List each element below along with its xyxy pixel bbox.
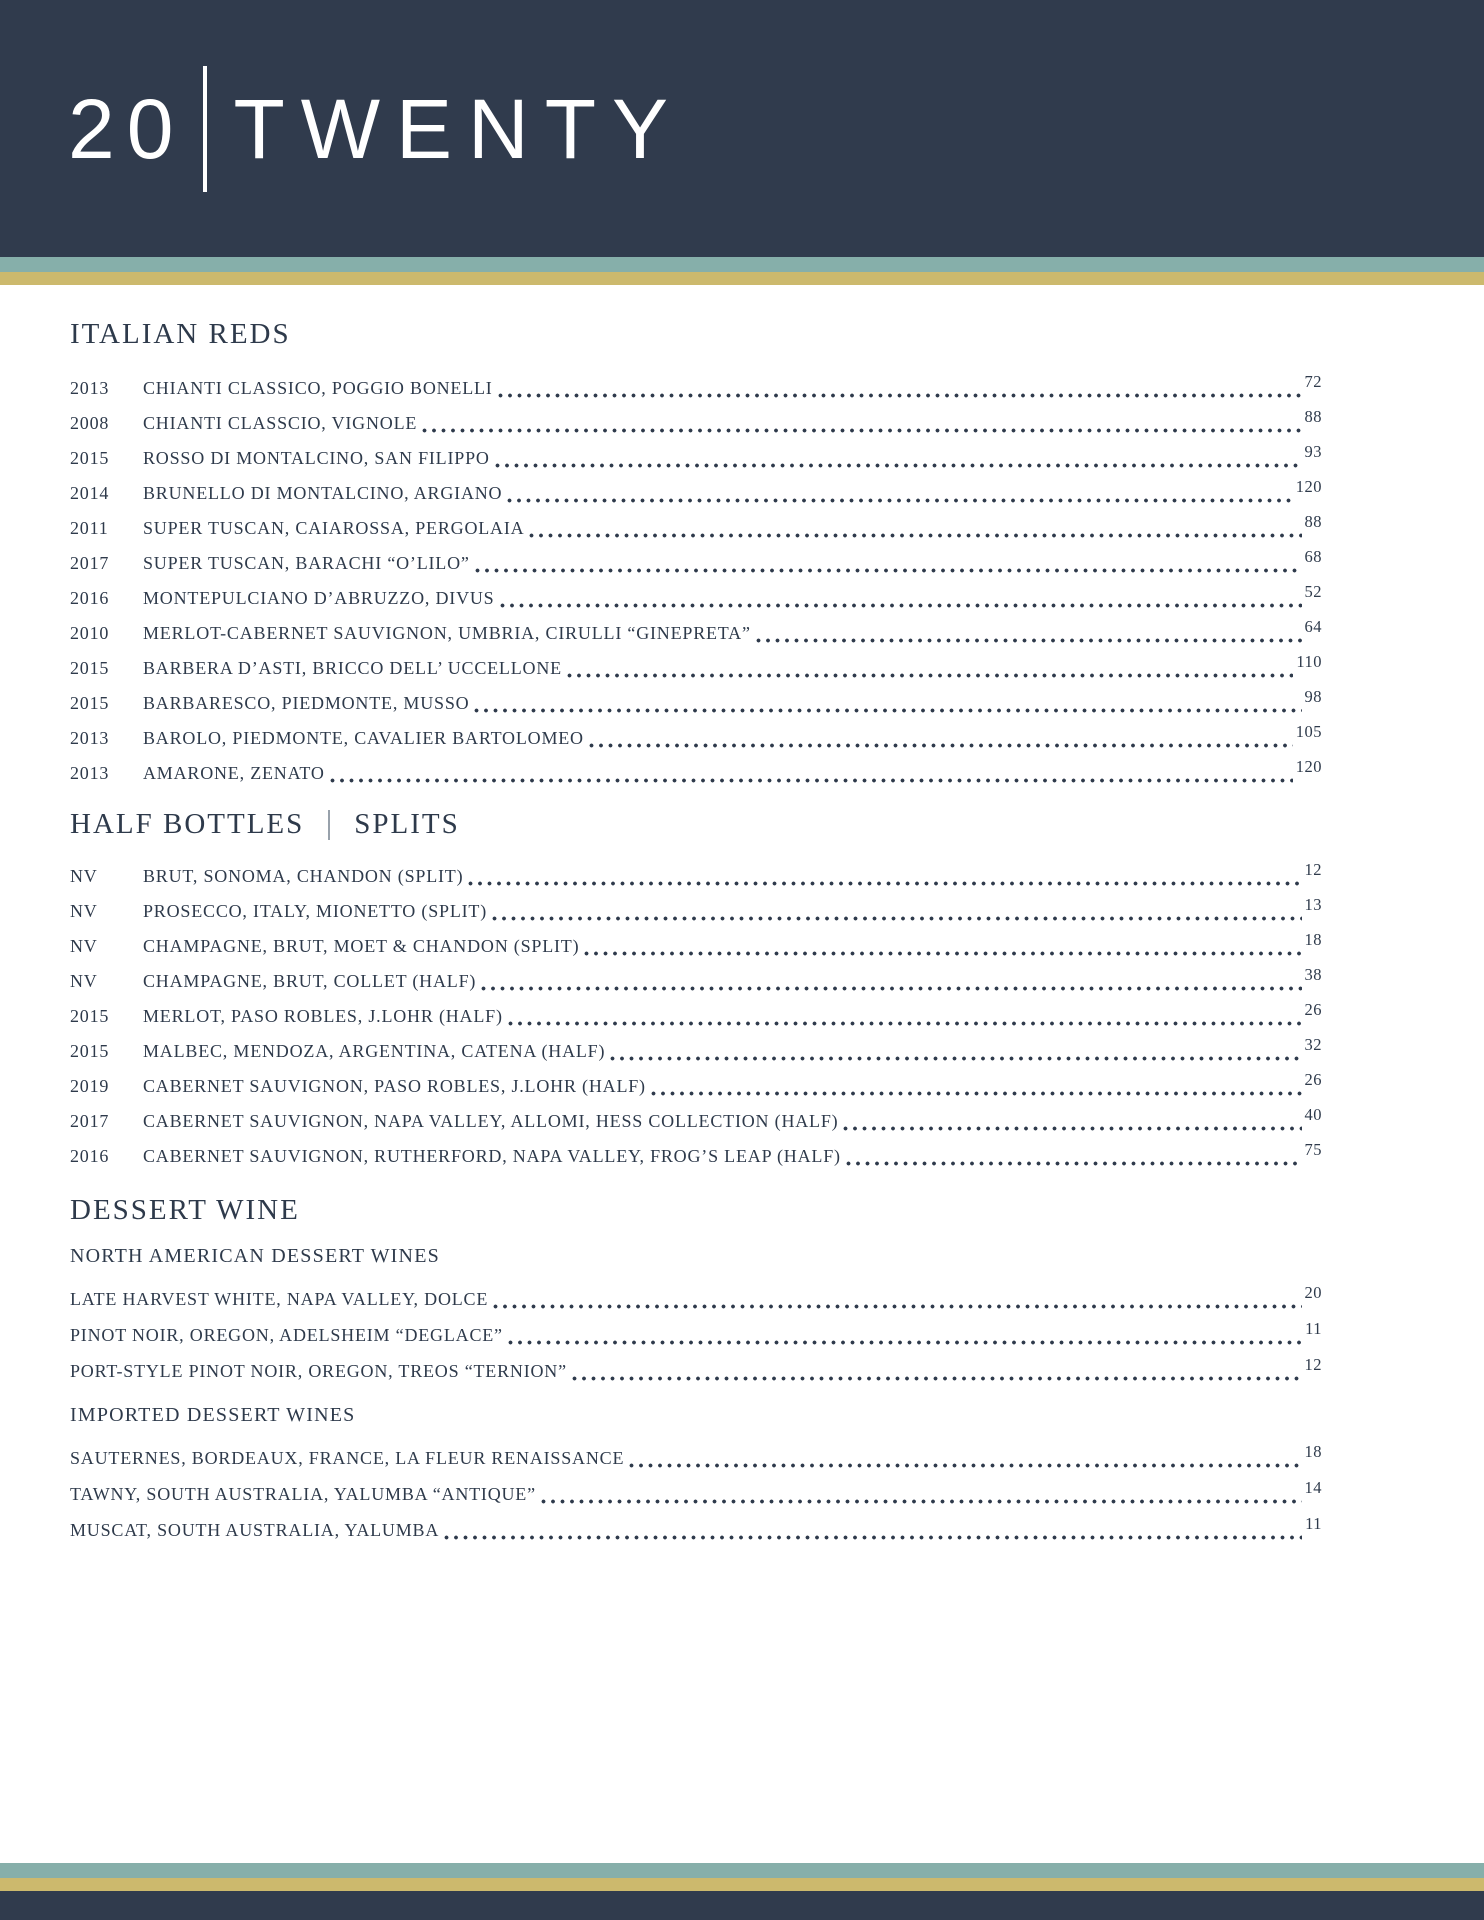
vintage-year: 2008 [70,413,110,434]
wine-price: 20 [1304,1282,1322,1302]
vintage-year: 2014 [70,483,110,504]
wine-row [70,748,1322,783]
dotted-leader [444,1535,1302,1540]
wine-name: ROSSO DI MONTALCINO, SAN FILIPPO [143,448,490,469]
vintage-year: 2013 [70,763,110,784]
dotted-leader [508,1340,1302,1345]
dotted-leader [493,1304,1301,1309]
wine-name: MUSCAT, SOUTH AUSTRALIA, YALUMBA [70,1520,440,1541]
dotted-leader [584,951,1301,956]
dotted-leader [541,1499,1302,1504]
wine-row [70,468,1322,503]
wine-name: SUPER TUSCAN, BARACHI “O’LILO” [143,553,470,574]
wine-row [70,398,1322,433]
dotted-leader [589,743,1293,748]
dotted-leader [474,708,1301,713]
vintage-year: 2019 [70,1076,110,1097]
wine-name: MERLOT-CABERNET SAUVIGNON, UMBRIA, CIRULLI “GINEPRETA” [143,623,751,644]
dotted-leader [507,498,1292,503]
wine-name: PORT-STYLE PINOT NOIR, OREGON, TREOS “TERNION” [70,1361,567,1382]
wine-price: 14 [1304,1477,1322,1497]
dotted-leader [651,1091,1302,1096]
logo-word: TWENTY [233,81,685,176]
vintage-year: 2015 [70,1041,110,1062]
wine-price: 72 [1304,371,1322,391]
wine-row [70,678,1322,713]
subsection-title-north-american: NORTH AMERICAN DESSERT WINES [70,1245,440,1267]
dotted-leader [756,638,1302,643]
vintage-year: 2010 [70,623,110,644]
section-title-italian-reds [70,318,1322,351]
vintage-year: 2011 [70,518,109,539]
vintage-year: NV [70,971,98,992]
subsection-title-imported: IMPORTED DESSERT WINES [70,1404,356,1426]
north-american-dessert-list [70,1273,1322,1381]
wine-name: SUPER TUSCAN, CAIAROSSA, PERGOLAIA [143,518,525,539]
wine-name: PROSECCO, ITALY, MIONETTO (SPLIT) [143,901,488,922]
wine-price: 68 [1304,546,1322,566]
vintage-year: 2013 [70,378,110,399]
section-title-text: ITALIAN REDS [70,318,291,350]
dotted-leader [843,1126,1301,1131]
wine-price: 26 [1304,999,1322,1019]
section-title-dessert-wine [70,1194,1322,1227]
header-gold-stripe [0,272,1484,285]
wine-row [70,886,1322,921]
wine-row [70,956,1322,991]
wine-name: MALBEC, MENDOZA, ARGENTINA, CATENA (HALF) [143,1041,606,1062]
wine-row [70,363,1322,398]
wine-name: CHIANTI CLASSICO, POGGIO BONELLI [143,378,493,399]
dotted-leader [572,1376,1302,1381]
wine-name: CABERNET SAUVIGNON, RUTHERFORD, NAPA VALLEY, FROG’S LEAP (HALF) [143,1146,841,1167]
wine-price: 38 [1304,964,1322,984]
wine-row [70,1061,1322,1096]
dotted-leader [495,463,1302,468]
footer-navy-bar [0,1891,1484,1920]
wine-row [70,921,1322,956]
wine-name: MONTEPULCIANO D’ABRUZZO, DIVUS [143,588,495,609]
section-title-half-bottles [70,808,1322,841]
wine-row [70,1273,1322,1309]
wine-row [70,1096,1322,1131]
wine-row [70,851,1322,886]
wine-price: 12 [1304,1354,1322,1374]
wine-row [70,1309,1322,1345]
title-separator-bar [328,810,330,840]
vintage-year: 2016 [70,588,110,609]
dotted-leader [492,916,1301,921]
section-title-text: DESSERT WINE [70,1194,300,1226]
wine-name: CABERNET SAUVIGNON, PASO ROBLES, J.LOHR (HALF) [143,1076,646,1097]
wine-row [70,538,1322,573]
wine-name: BAROLO, PIEDMONTE, CAVALIER BARTOLOMEO [143,728,584,749]
dotted-leader [610,1056,1301,1061]
section-title-right: SPLITS [354,808,460,840]
wine-name: BARBARESCO, PIEDMONTE, MUSSO [143,693,470,714]
menu-content [0,318,1484,1540]
header-banner [0,0,1484,257]
wine-name: BRUT, SONOMA, CHANDON (SPLIT) [143,866,464,887]
wine-price: 93 [1304,441,1322,461]
wine-row [70,991,1322,1026]
footer-banner [0,1863,1484,1920]
vintage-year: NV [70,866,98,887]
wine-price: 52 [1304,581,1322,601]
vintage-year: 2015 [70,1006,110,1027]
footer-teal-stripe [0,1863,1484,1878]
wine-row [70,1026,1322,1061]
vintage-year: 2015 [70,658,110,679]
wine-price: 105 [1295,721,1322,741]
dotted-leader [567,673,1293,678]
wine-row [70,1131,1322,1166]
vintage-year: 2013 [70,728,110,749]
wine-price: 120 [1295,756,1322,776]
wine-price: 88 [1304,406,1322,426]
dotted-leader [498,393,1302,398]
wine-name: PINOT NOIR, OREGON, ADELSHEIM “DEGLACE” [70,1325,503,1346]
wine-price: 12 [1304,859,1322,879]
logo-number: 20 [68,81,186,176]
wine-price: 11 [1305,1318,1322,1338]
wine-name: TAWNY, SOUTH AUSTRALIA, YALUMBA “ANTIQUE” [70,1484,536,1505]
dotted-leader [629,1463,1301,1468]
wine-row [70,1432,1322,1468]
wine-name: MERLOT, PASO ROBLES, J.LOHR (HALF) [143,1006,503,1027]
wine-price: 75 [1304,1139,1322,1159]
header-teal-stripe [0,257,1484,272]
dotted-leader [468,881,1301,886]
vintage-year: 2015 [70,448,110,469]
dotted-leader [481,986,1301,991]
wine-name: LATE HARVEST WHITE, NAPA VALLEY, DOLCE [70,1289,489,1310]
wine-row [70,433,1322,468]
vintage-year: 2015 [70,693,110,714]
wine-name: CHAMPAGNE, BRUT, MOET & CHANDON (SPLIT) [143,936,580,957]
imported-dessert-list [70,1432,1322,1540]
wine-name: AMARONE, ZENATO [143,763,325,784]
italian-reds-list [70,363,1322,783]
wine-name: BARBERA D’ASTI, BRICCO DELL’ UCCELLONE [143,658,562,679]
wine-price: 18 [1304,929,1322,949]
wine-row [70,573,1322,608]
wine-price: 98 [1304,686,1322,706]
wine-price: 88 [1304,511,1322,531]
wine-price: 18 [1304,1441,1322,1461]
wine-name: CHIANTI CLASSCIO, VIGNOLE [143,413,418,434]
vintage-year: NV [70,901,98,922]
vintage-year: 2017 [70,553,110,574]
wine-price: 40 [1304,1104,1322,1124]
wine-price: 110 [1296,651,1322,671]
vintage-year: 2016 [70,1146,110,1167]
wine-price: 32 [1304,1034,1322,1054]
vintage-year: 2017 [70,1111,110,1132]
wine-row [70,608,1322,643]
wine-row [70,1345,1322,1381]
wine-row [70,1468,1322,1504]
wine-price: 26 [1304,1069,1322,1089]
wine-name: BRUNELLO DI MONTALCINO, ARGIANO [143,483,503,504]
section-half-bottles-splits [70,808,1322,1166]
half-bottles-list [70,851,1322,1166]
vintage-year: NV [70,936,98,957]
wine-price: 64 [1304,616,1322,636]
wine-name: CHAMPAGNE, BRUT, COLLET (HALF) [143,971,477,992]
section-dessert-wine [70,1194,1322,1540]
wine-row [70,643,1322,678]
wine-price: 120 [1295,476,1322,496]
wine-price: 11 [1305,1513,1322,1533]
section-italian-reds [70,318,1322,783]
dotted-leader [475,568,1302,573]
wine-name: CABERNET SAUVIGNON, NAPA VALLEY, ALLOMI, HESS COLLECTION (HALF) [143,1111,839,1132]
dotted-leader [508,1021,1302,1026]
dotted-leader [422,428,1301,433]
section-title-left: HALF BOTTLES [70,808,305,840]
wine-row [70,503,1322,538]
dotted-leader [846,1161,1302,1166]
wine-row [70,713,1322,748]
logo-divider-bar [203,66,207,192]
logo [68,66,684,192]
footer-gold-stripe [0,1878,1484,1891]
dotted-leader [330,778,1293,783]
wine-price: 13 [1304,894,1322,914]
wine-row [70,1504,1322,1540]
dotted-leader [529,533,1301,538]
dotted-leader [500,603,1302,608]
wine-name: SAUTERNES, BORDEAUX, FRANCE, LA FLEUR RENAISSANCE [70,1448,625,1469]
